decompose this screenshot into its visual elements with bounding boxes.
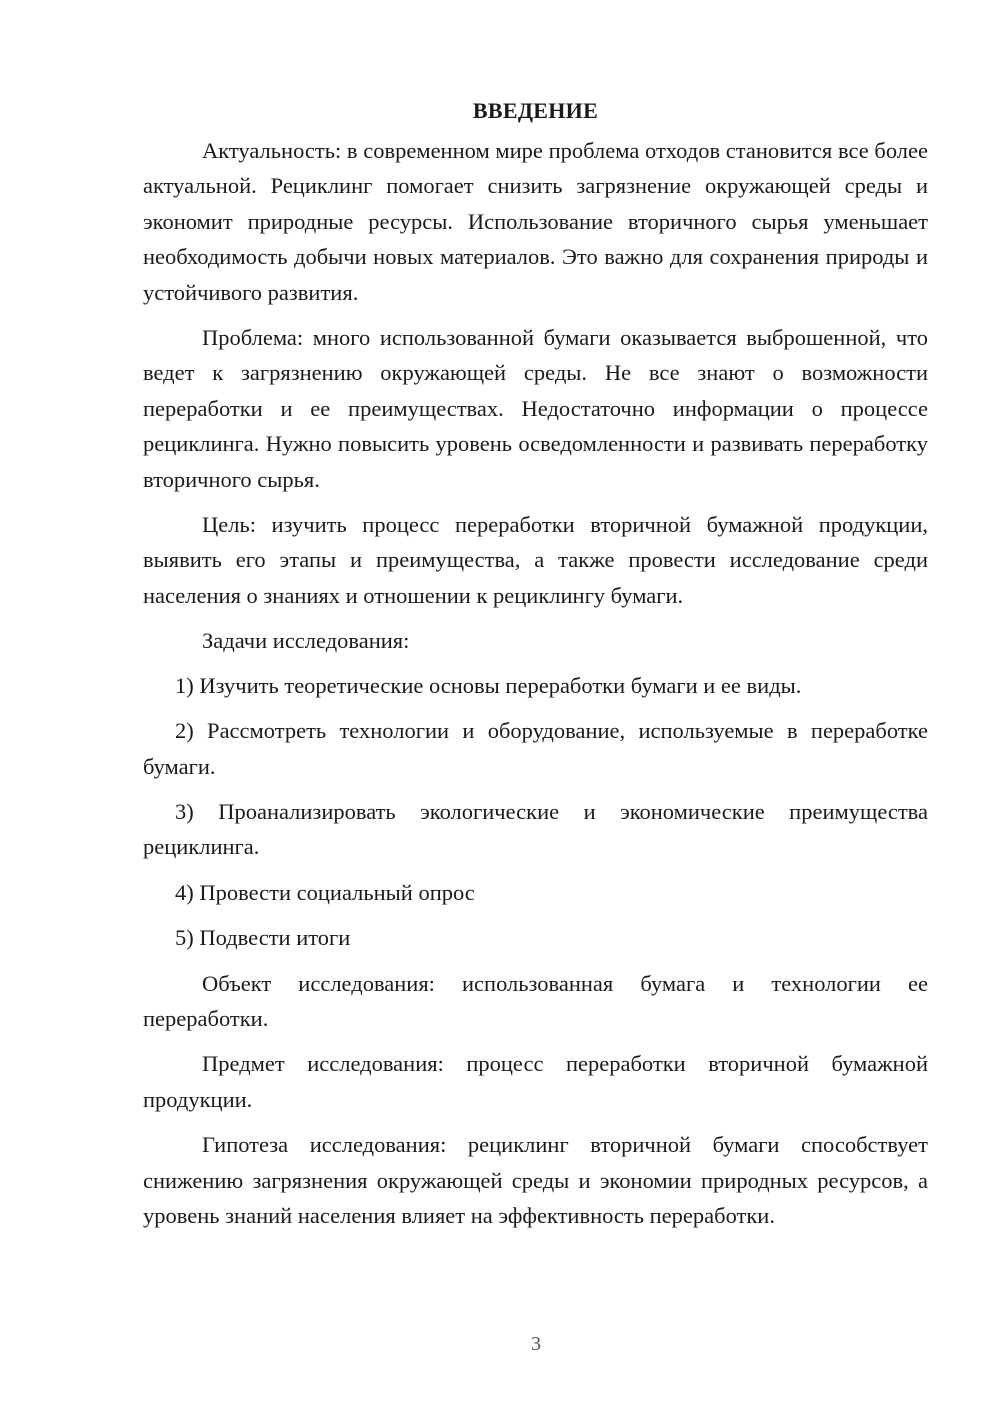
task-item-5: 5) Подвести итоги xyxy=(175,925,351,951)
task-item-2: 2) Рассмотреть технологии и оборудование, используемые в переработке бумаги. xyxy=(143,718,928,779)
paragraph-problem: Проблема: много использованной бумаги оказывается выброшенной, что ведет к загрязнению окружающей среды. Не все знают о возможности переработки и ее преимуществах. Недостаточно информации о процессе рециклинга. Нужно повысить уровень осведомленности и развивать переработку вторичного сырья. xyxy=(143,325,928,492)
paragraph-hypothesis: Гипотеза исследования: рециклинг вторичной бумаги способствует снижению загрязнения окружающей среды и экономии природных ресурсов, а уровень знаний населения влияет на эффективность переработки. xyxy=(143,1132,928,1228)
page-number: 3 xyxy=(531,1333,541,1355)
task-item-3: 3) Проанализировать экологические и экономические преимущества рециклинга. xyxy=(143,798,928,860)
paragraph-object: Объект исследования: использованная бумага и технологии ее переработки. xyxy=(143,970,928,1031)
paragraph-relevance: Актуальность: в современном мире проблема отходов становится все более актуальной. Рециклинг помогает снизить загрязнение окружающей среды и экономит природные ресурсы. Использование вторичного сырья уменьшает необходимость добычи новых материалов. Это важно для сохранения природы и устойчивого развития. xyxy=(143,138,928,305)
document-page xyxy=(143,96,928,1243)
task-item-1: 1) Изучить теоретические основы переработки бумаги и ее виды. xyxy=(175,672,802,698)
task-item-4: 4) Провести социальный опрос xyxy=(175,879,475,905)
tasks-heading: Задачи исследования: xyxy=(202,628,410,654)
paragraph-goal: Цель: изучить процесс переработки вторичной бумажной продукции, выявить его этапы и преимущества, а также провести исследование среди населения о знаниях и отношении к рециклингу бумаги. xyxy=(143,512,928,608)
paragraph-subject: Предмет исследования: процесс переработки вторичной бумажной продукции. xyxy=(143,1051,928,1112)
page-title: ВВЕДЕНИЕ xyxy=(472,98,599,123)
